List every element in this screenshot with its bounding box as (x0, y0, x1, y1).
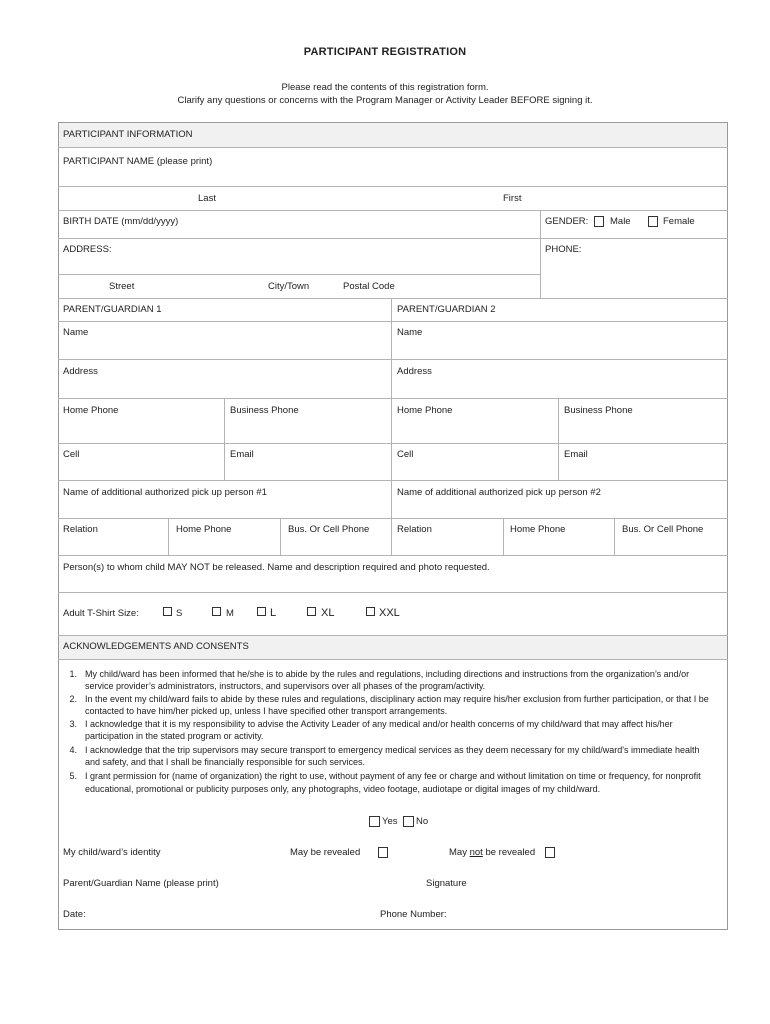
participant-name-label: PARTICIPANT NAME (please print) (63, 156, 213, 167)
guardian-2-heading: PARENT/GUARDIAN 2 (397, 304, 496, 315)
consent-no-checkbox[interactable] (403, 816, 414, 827)
guardian-2-home-phone-label: Home Phone (397, 405, 453, 416)
line (58, 443, 728, 444)
signature-label: Signature (426, 878, 467, 889)
pickup-2-bus-phone-label: Bus. Or Cell Phone (622, 524, 704, 535)
line (224, 398, 225, 480)
line (58, 321, 728, 322)
female-checkbox[interactable] (648, 216, 658, 227)
line (58, 147, 728, 148)
may-not-be-revealed-checkbox[interactable] (545, 847, 555, 858)
line (503, 518, 504, 555)
may-be-revealed-label: May be revealed (290, 847, 361, 858)
postal-code-label: Postal Code (343, 281, 395, 292)
ack-text: I acknowledge that it is my responsibility to advise the Activity Leader of any medical and/or health concerns of my child/ward that may affect his/her (85, 719, 673, 729)
ack-text: service provider’s administrators, instructors, and supervisors over all phases of the program/activity. (85, 681, 486, 691)
ack-number: 5. (69, 771, 77, 781)
gender-label: GENDER: (545, 216, 589, 227)
guardian-2-address-label: Address (397, 366, 432, 377)
line (540, 210, 541, 298)
line (168, 518, 169, 555)
guardian-2-email-label: Email (564, 449, 588, 460)
birth-date-label: BIRTH DATE (mm/dd/yyyy) (63, 216, 179, 227)
ack-number: 2. (69, 694, 77, 704)
line (58, 298, 728, 299)
guardian-1-home-phone-label: Home Phone (63, 405, 119, 416)
consent-yes-checkbox[interactable] (369, 816, 380, 827)
last-name-label: Last (198, 193, 216, 204)
ack-text: and safety, and that I shall be financially responsible for such services. (85, 757, 365, 767)
guardian-name-print-label: Parent/Guardian Name (please print) (63, 878, 219, 889)
first-name-label: First (503, 193, 522, 204)
identity-label: My child/ward’s identity (63, 847, 161, 858)
line (58, 398, 728, 399)
phone-label: PHONE: (545, 244, 582, 255)
line (58, 555, 728, 556)
consent-yes-label: Yes (382, 816, 398, 827)
line (58, 186, 728, 187)
ack-text: I acknowledge that the trip supervisors may secure transport to emergency medical services as they deem necessary for my child/ward's immediate health (85, 745, 700, 755)
ack-text: My child/ward has been informed that he/she is to abide by the rules and regulations, including directions and instructions from the organization’s and/or (85, 669, 690, 679)
not-released-label: Person(s) to whom child MAY NOT be released. Name and description required and photo requested. (63, 562, 490, 573)
guardian-1-business-phone-label: Business Phone (230, 405, 299, 416)
ack-text: educational, promotional or publicity purposes only, any photographs, video footage, audiotape or digital images of my child/ward. (85, 784, 601, 794)
line (58, 659, 728, 660)
pickup-person-1-label: Name of additional authorized pick up person #1 (63, 487, 267, 498)
guardian-2-cell-label: Cell (397, 449, 414, 460)
size-xl-checkbox[interactable] (307, 607, 316, 616)
address-label: ADDRESS: (63, 244, 112, 255)
date-label: Date: (63, 909, 86, 920)
size-xl-label: XL (321, 607, 335, 619)
not-text: not (469, 847, 483, 858)
may-be-revealed-checkbox[interactable] (378, 847, 388, 858)
guardian-2-business-phone-label: Business Phone (564, 405, 633, 416)
line (58, 274, 540, 275)
pickup-1-home-phone-label: Home Phone (176, 524, 232, 535)
size-l-checkbox[interactable] (257, 607, 266, 616)
phone-number-label: Phone Number: (380, 909, 447, 920)
guardian-1-name-label: Name (63, 327, 89, 338)
size-l-label: L (270, 607, 277, 619)
line (58, 518, 728, 519)
may-text: May (449, 847, 470, 858)
ack-text: I grant permission for (name of organization) the right to use, without payment of any fee or charge and without limitation on time or frequency, for nonprofit (85, 771, 701, 781)
line (614, 518, 615, 555)
guardian-1-cell-label: Cell (63, 449, 80, 460)
city-label: City/Town (268, 281, 310, 292)
street-label: Street (109, 281, 135, 292)
size-m-label: M (226, 608, 234, 619)
pickup-2-relation-label: Relation (397, 524, 432, 535)
line (58, 359, 728, 360)
pickup-person-2-label: Name of additional authorized pick up person #2 (397, 487, 601, 498)
intro-line-1: Please read the contents of this registration form. (281, 82, 489, 93)
line (58, 210, 728, 211)
line (558, 398, 559, 480)
guardian-1-email-label: Email (230, 449, 254, 460)
intro-line-2: Clarify any questions or concerns with the Program Manager or Activity Leader BEFORE signing it. (177, 95, 593, 106)
page-title: PARTICIPANT REGISTRATION (303, 46, 467, 58)
size-xxl-label: XXL (379, 607, 400, 619)
line (280, 518, 281, 555)
line (391, 298, 392, 555)
male-checkbox[interactable] (594, 216, 604, 227)
consent-no-label: No (416, 816, 429, 827)
ack-number: 4. (69, 745, 77, 755)
size-xxl-checkbox[interactable] (366, 607, 375, 616)
ack-number: 1. (69, 669, 77, 679)
guardian-1-heading: PARENT/GUARDIAN 1 (63, 304, 162, 315)
ack-text: participation in the stated program or activity. (85, 731, 264, 741)
pickup-2-home-phone-label: Home Phone (510, 524, 566, 535)
size-s-checkbox[interactable] (163, 607, 172, 616)
guardian-1-address-label: Address (63, 366, 98, 377)
may-not-be-revealed-label (449, 847, 535, 859)
ack-text: contacted to have him/her picked up, unless I have specified other transport arrangements. (85, 706, 448, 716)
tshirt-size-label: Adult T-Shirt Size: (63, 608, 139, 619)
participant-info-heading: PARTICIPANT INFORMATION (63, 129, 193, 140)
ack-text: In the event my child/ward fails to abide by these rules and regulations, disciplinary action may require his/her exclusion from further participation, or that I be (85, 694, 709, 704)
ack-number: 3. (69, 719, 77, 729)
pickup-1-bus-phone-label: Bus. Or Cell Phone (288, 524, 370, 535)
ack-heading: ACKNOWLEDGEMENTS AND CONSENTS (63, 641, 249, 652)
line (58, 592, 728, 593)
line (58, 635, 728, 636)
size-s-label: S (176, 608, 183, 619)
guardian-2-name-label: Name (397, 327, 423, 338)
line (58, 480, 728, 481)
pickup-1-relation-label: Relation (63, 524, 98, 535)
female-label: Female (663, 216, 695, 227)
be-revealed-text: be revealed (482, 847, 536, 858)
line (58, 238, 728, 239)
male-label: Male (610, 216, 631, 227)
size-m-checkbox[interactable] (212, 607, 221, 616)
